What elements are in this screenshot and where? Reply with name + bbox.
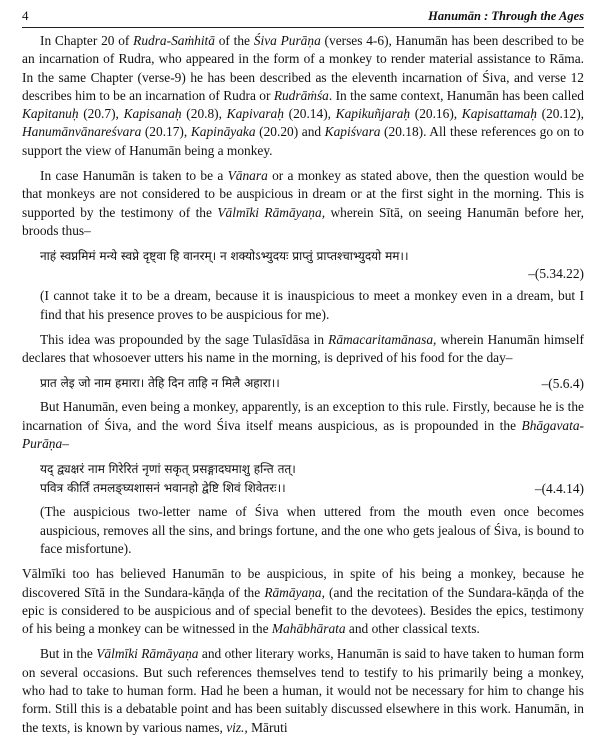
translation-2: (The auspicious two-letter name of Śiva when uttered from the mouth even once becomes auspicious, removes all the sins, and brings fortune, and the one who gets jealous of Śiva, is bound to face misfortune). [40,504,584,556]
hindi-verse-2 [40,374,584,393]
page-number: 4 [22,8,29,23]
verse-reference: –(5.6.4) [541,376,584,392]
verse-reference: –(5.34.22) [528,266,584,282]
running-header [22,0,584,28]
translation-1: (I cannot take it to be a dream, because it is inauspicious to meet a monkey even in a dream, but I find that his presence proves to be auspicious for me). [40,288,584,322]
verse-reference: –(4.4.14) [534,481,584,497]
paragraph-6: But in the Vālmīki Rāmāyaṇa and other literary works, Hanumān is said to have taken to human form on several occasions. But such references themselves tend to testify to his primarily being a monkey, who had to take to human form. Had he been a human, it would not be necessary for him to change his form. Still this is a debatable point and has been suitably discussed elsewhere in this work. Hanumān, in the texts, is known by various names, viz., Māruti [22,646,584,735]
page-content [22,28,584,737]
paragraph-2: In case Hanumān is taken to be a Vānara or a monkey as stated above, then the question would be that monkeys are not considered to be auspicious in dream or at the first sight in the morning. This is supported by the testimony of the Vālmīki Rāmāyaṇa, wherein Sītā, on seeing Hanumān before her, broods thus– [22,168,584,238]
verse-line-1: यद् द्व्यक्षरं नाम गिरेरितं नृणां सकृत् प्रसङ्गादघमाशु हन्ति तत्। [40,462,296,477]
running-title: Hanumān : Through the Ages [428,9,584,23]
verse-line-2: पवित्र कीर्तिं तमलङ्घ्यशासनं भवानहो द्वेष्टि शिवं शिवेतरः।। [40,481,286,496]
sanskrit-verse-1 [40,247,584,282]
verse-line: प्रात लेइ जो नाम हमारा। तेहि दिन ताहि न मिलै अहारा।। [40,376,280,391]
paragraph-1: In Chapter 20 of Rudra-Saṁhitā of the Śiva Purāṇa (verses 4-6), Hanumān has been described to be an incarnation of Rudra, who appeared in the form of a monkey to render material assistance to Rāma. In the same Chapter (verse-9) he has been described as the eleventh incarnation of Śiva, and verse 12 describes him to be an incarnation of Rudra or Rudrāṁśa. In the same context, Hanumān has been called Kapitanuḥ (20.7), Kapisanaḥ (20.8), Kapivaraḥ (20.14), Kapikuñjaraḥ (20.16), Kapisattamaḥ (20.12), Hanumānvānareśvara (20.17), Kapināyaka (20.20) and Kapiśvara (20.18). All these references go on to support the view of Hanumān being a monkey. [22,33,585,158]
verse-line: नाहं स्वप्नमिमं मन्ये स्वप्ने दृष्ट्वा हि वानरम्। न शक्योऽभ्युदयः प्राप्तुं प्राप्तश्चाभ्युदयो मम।। [40,249,409,264]
sanskrit-verse-3 [40,460,584,498]
paragraph-4: But Hanumān, even being a monkey, apparently, is an exception to this rule. Firstly, because he is the incarnation of Śiva, and the word Śiva itself means auspicious, as is propounded in the Bhāgavata-Purāṇa– [22,399,584,452]
paragraph-5: Vālmīki too has believed Hanumān to be auspicious, in spite of his being a monkey, because he discovered Sītā in the Sundara-kāṇḍa of the Rāmāyaṇa, (and the recitation of the Sundara-kāṇḍa of the epic is considered to be auspicious and of special benefit to the devotees). Besides the epics, testimony of his being a monkey can be witnessed in the Mahābhārata and other classical texts. [22,566,584,637]
paragraph-3: This idea was propounded by the sage Tulasīdāsa in Rāmacaritamānasa, wherein Hanumān himself declares that whosoever utters his name in the morning, is deprived of his food for the day– [22,331,584,366]
